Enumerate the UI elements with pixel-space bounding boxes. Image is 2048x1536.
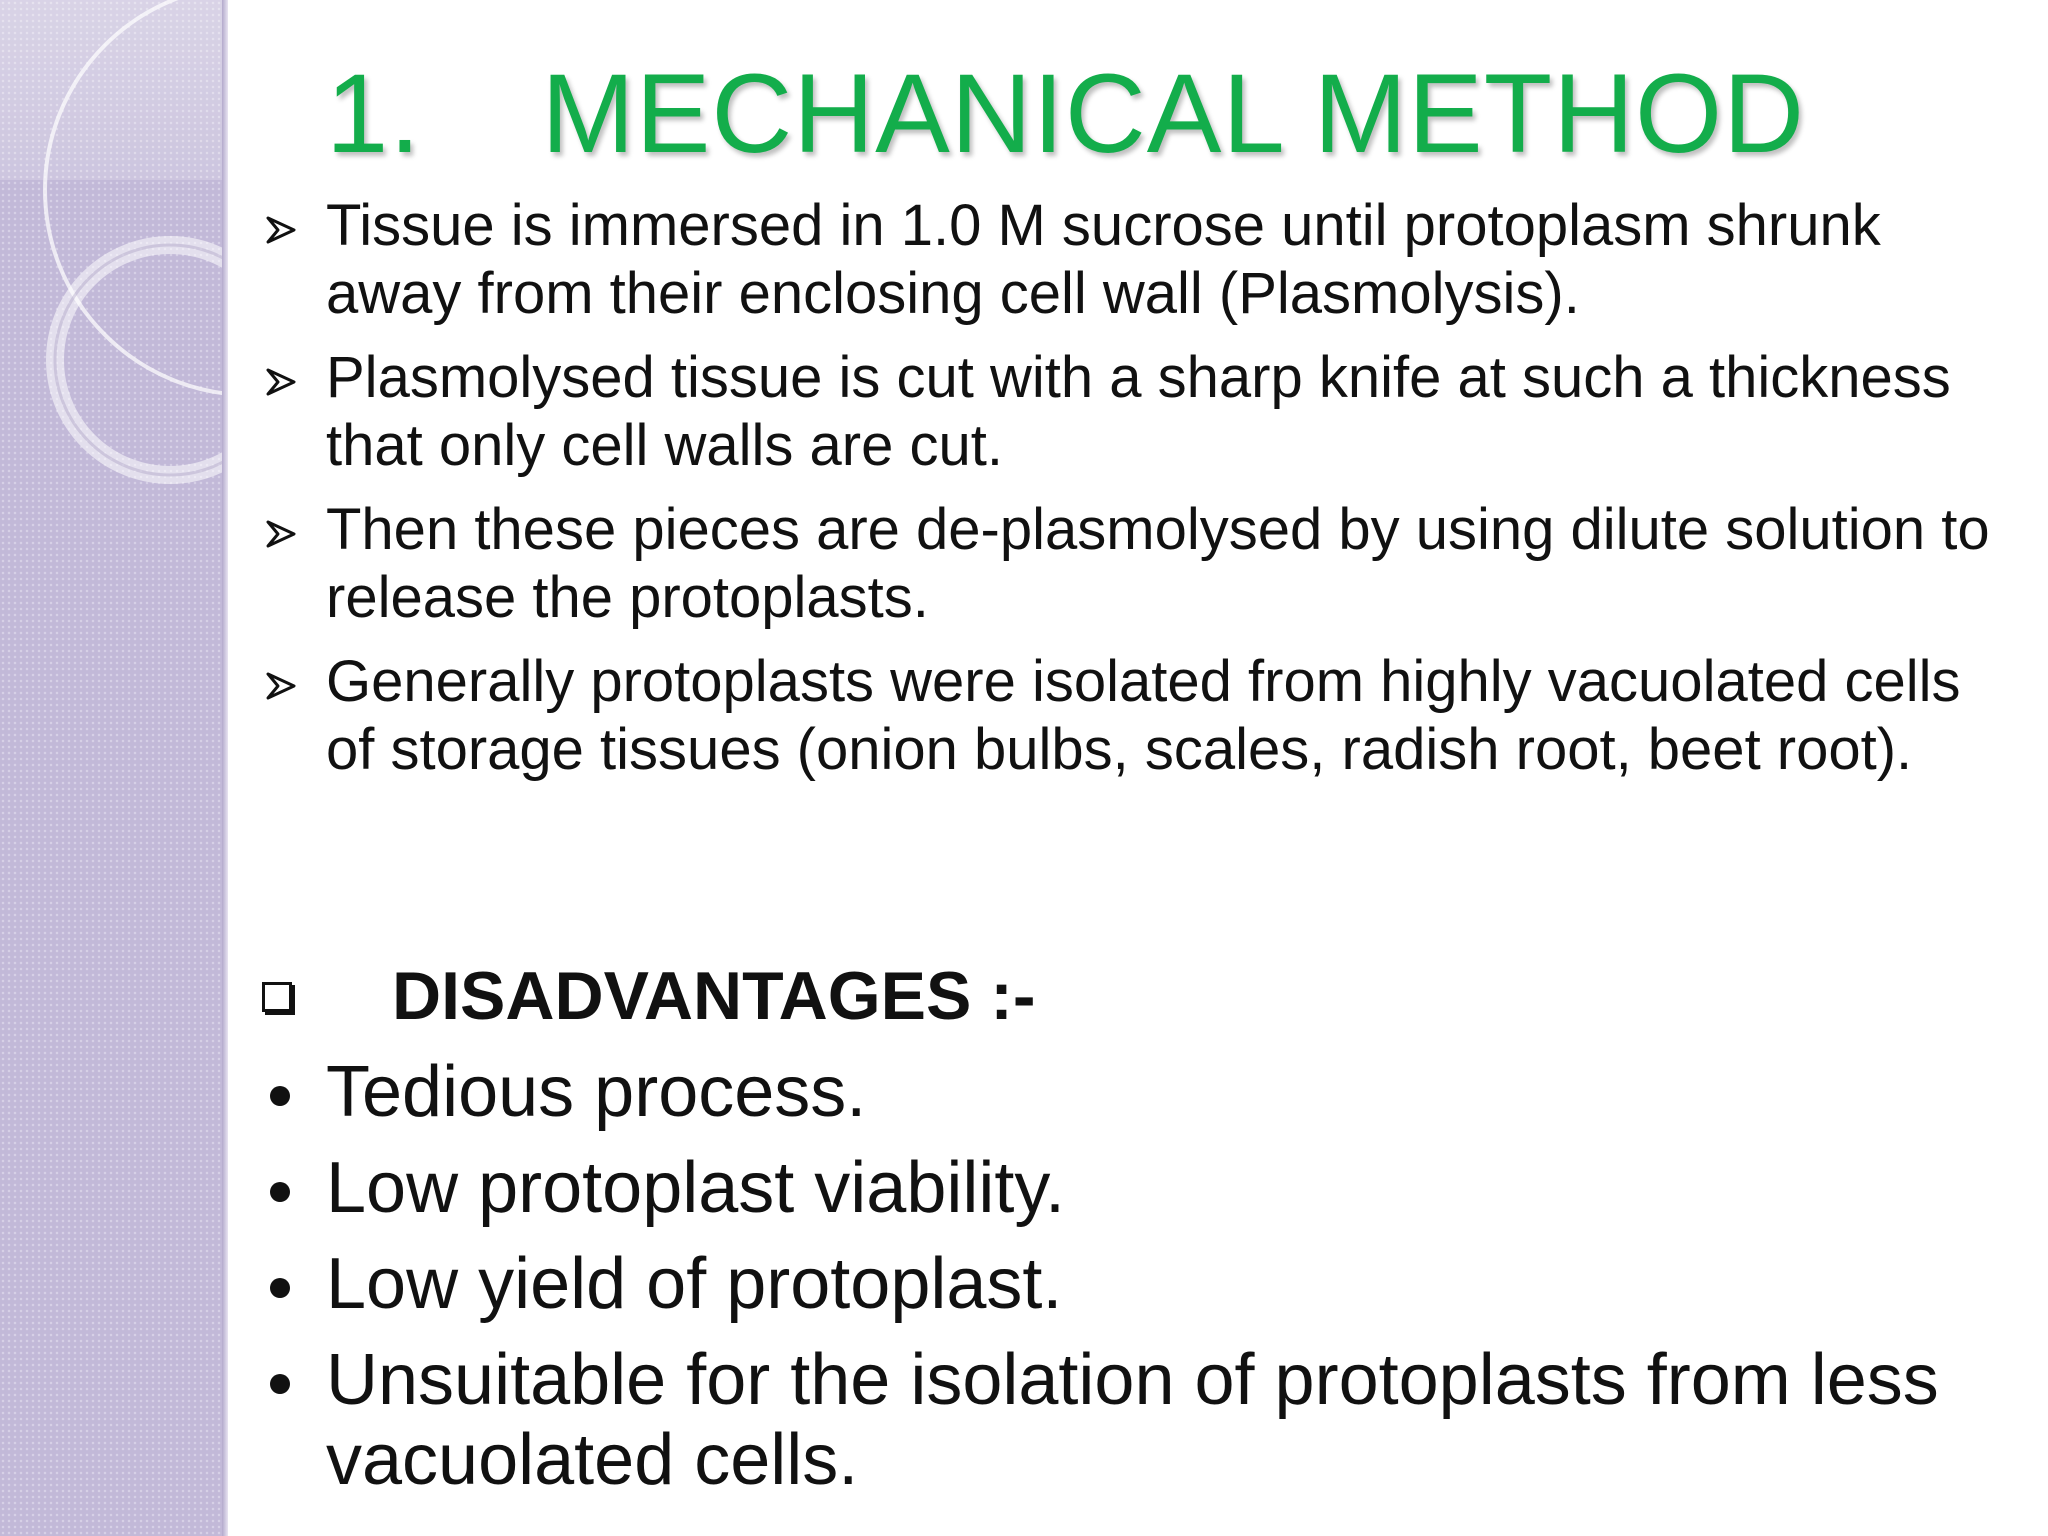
- arrow-bullet-icon: [262, 362, 302, 402]
- disadvantages-heading: [262, 956, 1035, 1036]
- list-item: [262, 648, 2022, 784]
- sidebar-edge: [222, 0, 228, 1536]
- disadvantage-text: Unsuitable for the isolation of protoplasts from less vacuolated cells.: [326, 1340, 1939, 1500]
- arrow-bullet-icon: [262, 666, 302, 706]
- disadvantage-text: Tedious process.: [326, 1052, 867, 1132]
- list-item: [262, 1148, 2022, 1228]
- decor-thick-ring: [55, 245, 226, 475]
- step-text: Tissue is immersed in 1.0 M sucrose until protoplasm shrunk away from their enclosing cell wall (Plasmolysis).: [326, 193, 1881, 326]
- title-text: MECHANICAL METHOD: [541, 51, 1806, 176]
- slide-title: [326, 52, 1805, 175]
- list-item: [262, 496, 2022, 632]
- title-number: 1.: [326, 51, 422, 176]
- checkbox-bullet-icon: [262, 982, 292, 1012]
- list-item: [262, 1340, 2022, 1500]
- step-text: Then these pieces are de-plasmolysed by using dilute solution to release the protoplasts.: [326, 497, 1990, 630]
- disadvantages-list: [262, 1052, 2022, 1516]
- step-text: Generally protoplasts were isolated from highly vacuolated cells of storage tissues (onion bulbs, scales, radish root, beet root).: [326, 649, 1961, 782]
- list-item: [262, 192, 2022, 328]
- list-item: [262, 344, 2022, 480]
- arrow-bullet-icon: [262, 514, 302, 554]
- list-item: [262, 1052, 2022, 1132]
- step-text: Plasmolysed tissue is cut with a sharp knife at such a thickness that only cell walls are cut.: [326, 345, 1951, 478]
- list-item: [262, 1244, 2022, 1324]
- method-steps-list: [262, 192, 2022, 800]
- dot-bullet-icon: [270, 1086, 290, 1106]
- decorative-rings: [0, 0, 226, 520]
- disadvantage-text: Low protoplast viability.: [326, 1148, 1066, 1228]
- decor-top-panel: [0, 0, 226, 180]
- dot-bullet-icon: [270, 1182, 290, 1202]
- decorative-sidebar: [0, 0, 226, 1536]
- arrow-bullet-icon: [262, 210, 302, 250]
- disadvantages-heading-text: DISADVANTAGES :-: [392, 958, 1036, 1034]
- dot-bullet-icon: [270, 1374, 290, 1394]
- disadvantage-text: Low yield of protoplast.: [326, 1244, 1063, 1324]
- dot-bullet-icon: [270, 1278, 290, 1298]
